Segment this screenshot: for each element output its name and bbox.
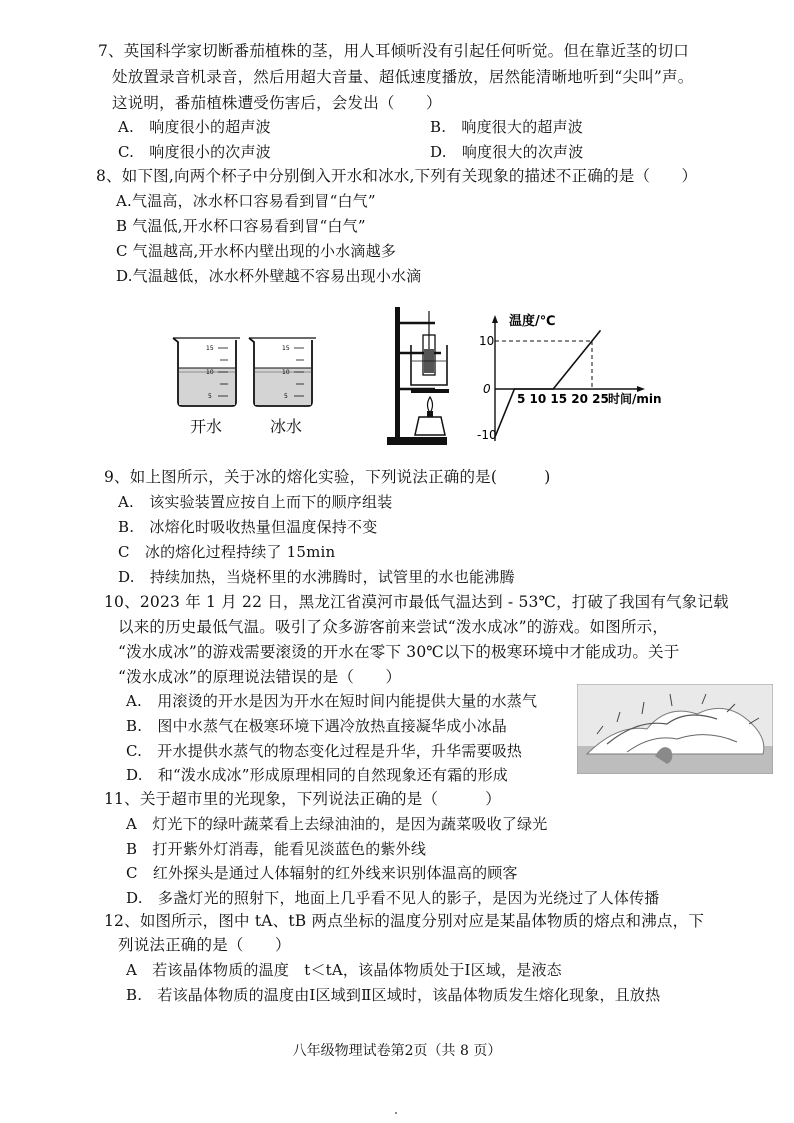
cup1-label: 开水 (190, 417, 223, 436)
hot-beaker-mark-15: 15 (206, 345, 214, 352)
y-tick-0: 0 (483, 382, 491, 396)
ice-beaker-mark-15: 15 (282, 345, 290, 352)
q8-option-d: D.气温越低，冰水杯外壁越不容易出现小水滴 (116, 267, 422, 285)
q10-stem-line-1: 10、2023 年 1 月 22 日，黑龙江省漠河市最低气温达到 - 53℃，打破了我国有气象记载 (104, 593, 729, 611)
x-ticks: 5 10 15 20 25 (517, 392, 609, 406)
ice-beaker-mark-10: 10 (282, 369, 290, 376)
beaker-ice-water (249, 338, 316, 406)
q9-option-c: C 冰的熔化过程持续了 15min (118, 543, 336, 561)
splash-water-photo (577, 684, 773, 774)
hot-beaker-mark-10: 10 (206, 369, 214, 376)
q10-option-d: D. 和“泼水成冰”形成原理相同的自然现象还有霜的形成 (126, 766, 508, 784)
q11-stem: 11、关于超市里的光现象，下列说法正确的是（ ） (104, 790, 501, 808)
y-tick-minus-10: -10 (477, 428, 497, 442)
q10-option-a: A. 用滚烫的开水是因为开水在短时间内能提供大量的水蒸气 (126, 692, 538, 710)
y-axis-label: 温度/℃ (509, 314, 556, 329)
cup2-label: 冰水 (270, 417, 303, 436)
stand-base (387, 437, 447, 445)
q7-stem-line-2: 处放置录音机录音，然后用超大音量、超低速度播放，居然能清晰地听到“尖叫”声。 (112, 68, 694, 86)
ice-beaker-mark-5: 5 (284, 393, 288, 400)
q10-stem-line-2: 以来的历史最低气温。吸引了众多游客前来尝试“泼水成冰”的游戏。如图所示， (118, 618, 669, 636)
q8-option-b: B 气温低,开水杯口容易看到冒“白气” (116, 217, 366, 235)
q10-stem-line-4: “泼水成冰”的原理说法错误的是（ ） (118, 668, 402, 686)
q11-option-a: A 灯光下的绿叶蔬菜看上去绿油油的，是因为蔬菜吸收了绿光 (126, 815, 548, 833)
q9-option-b: B. 冰熔化时吸收热量但温度保持不变 (118, 518, 378, 536)
q7-option-c: C. 响度很小的次声波 (118, 143, 271, 161)
q12-option-b: B. 若该晶体物质的温度由Ⅰ区域到Ⅱ区域时，该晶体物质发生熔化现象，且放热 (126, 986, 661, 1004)
q9-stem: 9、如上图所示，关于冰的熔化实验，下列说法正确的是( ) (104, 468, 551, 486)
q8-option-a: A.气温高，冰水杯口容易看到冒“白气” (116, 192, 376, 210)
q12-stem-line-2: 列说法正确的是（ ） (118, 936, 291, 954)
scan-speck (395, 1112, 397, 1114)
q11-option-b: B 打开紫外灯消毒，能看见淡蓝色的紫外线 (126, 840, 427, 858)
q10-option-c: C. 开水提供水蒸气的物态变化过程是升华，升华需要吸热 (126, 742, 523, 760)
temperature-time-graph (475, 305, 675, 450)
melting-apparatus-figure (385, 305, 465, 450)
q7-option-b: B. 响度很大的超声波 (430, 118, 583, 136)
q7-stem-line-3: 这说明，番茄植株遭受伤害后，会发出（ ） (112, 94, 442, 112)
flame (428, 397, 433, 413)
q9-option-d: D. 持续加热，当烧杯里的水沸腾时，试管里的水也能沸腾 (118, 568, 515, 586)
q8-stem: 8、如下图,向两个杯子中分别倒入开水和冰水,下列有关现象的描述不正确的是（ ） (96, 167, 698, 185)
q8-option-c: C 气温越高,开水杯内壁出现的小水滴越多 (116, 242, 397, 260)
q11-option-d: D. 多盏灯光的照射下，地面上几乎看不见人的影子，是因为光绕过了人体传播 (126, 889, 660, 907)
q10-stem-line-3: “泼水成冰”的游戏需要滚烫的开水在零下 30℃以下的极寒环境中才能成功。关于 (118, 643, 680, 661)
alcohol-lamp (415, 417, 445, 435)
q11-option-c: C 红外探头是通过人体辐射的红外线来识别体温高的顾客 (126, 864, 518, 882)
temperature-curve (495, 330, 601, 437)
q12-stem-line-1: 12、如图所示，图中 tA、tB 两点坐标的温度分别对应是某晶体物质的熔点和沸点，下 (104, 912, 705, 930)
stand-rod (395, 307, 400, 439)
x-axis-label: 时间/min (608, 392, 662, 406)
page-footer: 八年级物理试卷第2页（共 8 页） (292, 1043, 502, 1059)
q12-option-a: A 若该晶体物质的温度 t＜tA，该晶体物质处于Ⅰ区域，是液态 (126, 961, 562, 979)
hot-beaker-mark-5: 5 (208, 393, 212, 400)
q7-option-d: D. 响度很大的次声波 (430, 143, 584, 161)
q9-option-a: A. 该实验装置应按自上而下的顺序组装 (118, 493, 393, 511)
q10-option-b: B. 图中水蒸气在极寒环境下遇冷放热直接凝华成小冰晶 (126, 717, 507, 735)
beaker-hot-water (173, 338, 240, 406)
asbestos-mesh (411, 389, 449, 393)
y-axis-arrow (492, 315, 498, 323)
beakers-figure (170, 330, 320, 410)
q7-stem-line-1: 7、英国科学家切断番茄植株的茎，用人耳倾听没有引起任何听觉。但在靠近茎的切口 (98, 42, 689, 60)
q7-option-a: A. 响度很小的超声波 (118, 118, 271, 136)
y-tick-10: 10 (479, 334, 495, 348)
